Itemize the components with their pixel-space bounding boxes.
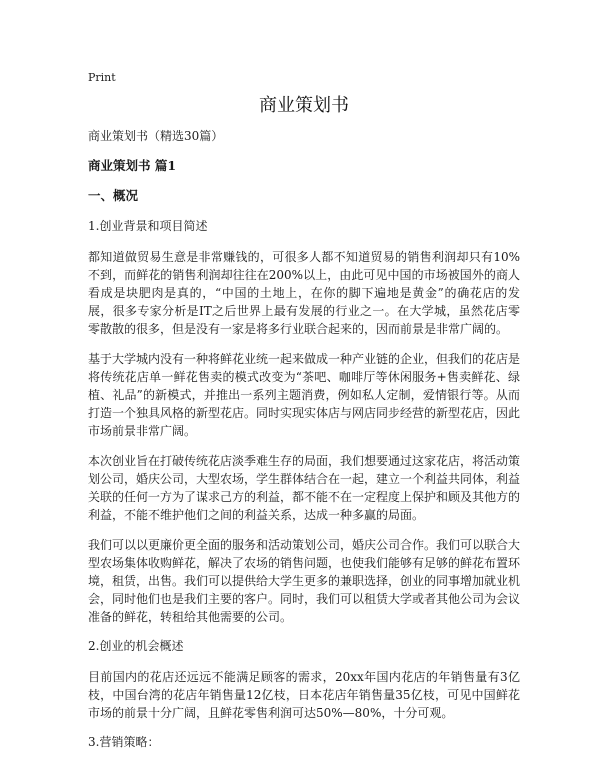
print-label[interactable]: Print [88,71,116,84]
subsection-heading-marketing: 3.营销策略： [88,735,160,749]
section-heading-overview: 一、概况 [88,188,139,203]
article-heading: 商业策划书 篇1 [88,158,177,173]
subsection-heading-background: 1.创业背景和项目简述 [88,219,208,233]
paragraph-opportunity: 目前国内的花店还远远不能满足顾客的需求，20xx年国内花店的年销售量有3亿枝，中国台湾的花店年销售量12亿枝，日本花店年销售量35亿枝，可见中国鲜花市场的前景十分广阔，且鲜花零售利润可达50%—80%，十分可观。 [88,670,520,720]
paragraph-background-4: 我们可以以更廉价更全面的服务和活动策划公司，婚庆公司合作。我们可以联合大型农场集体收购鲜花，解决了农场的销售问题，也使我们能够有足够的鲜花布置环境，租赁，出售。我们可以提供给大学生更多的兼职选择，创业的同事增加就业机会，同时他们也是我们主要的客户。同时，我们可以租赁大学或者其他公司为会议准备的鲜花，转租给其他需要的公司。 [88,538,521,624]
document-subtitle: 商业策划书（精选30篇） [88,129,224,143]
paragraph-background-1: 都知道做贸易生意是非常赚钱的，可很多人都不知道贸易的销售利润却只有10%不到，而鲜花的销售利润却往往在200%以上，由此可见中国的市场被国外的商人看成是块肥肉是真的，“中国的土地上，在你的脚下遍地是黄金”的确花店的发展，很多专家分析是IT之后世界上最有发展的行业之一。在大学城，虽然花店零零散散的很多，但是没有一家是将多行业联合起来的，因而前景是非常广阔的。 [88,250,520,336]
paragraph-background-3: 本次创业旨在打破传统花店淡季难生存的局面，我们想要通过这家花店，将活动策划公司，婚庆公司，大型农场，学生群体结合在一起，建立一个利益共同体，利益关联的任何一方为了谋求己方的利益，都不能不在一定程度上保护和顾及其他方的利益，不能不维护他们之间的利益关系，达成一种多赢的局面。 [88,454,521,522]
document-title: 商业策划书 [259,95,349,116]
subsection-heading-opportunity: 2.创业的机会概述 [88,639,184,653]
paragraph-background-2: 基于大学城内没有一种将鲜花业统一起来做成一种产业链的企业，但我们的花店是将传统花店单一鲜花售卖的模式改变为“茶吧、咖啡厅等休闲服务+售卖鲜花、绿植、礼品”的新模式，并推出一系列主题消费，例如私人定制，爱情银行等。从而打造一个独具风格的新型花店。同时实现实体店与网店同步经营的新型花店，因此市场前景非常广阔。 [88,352,521,438]
document-body [88,94,520,764]
